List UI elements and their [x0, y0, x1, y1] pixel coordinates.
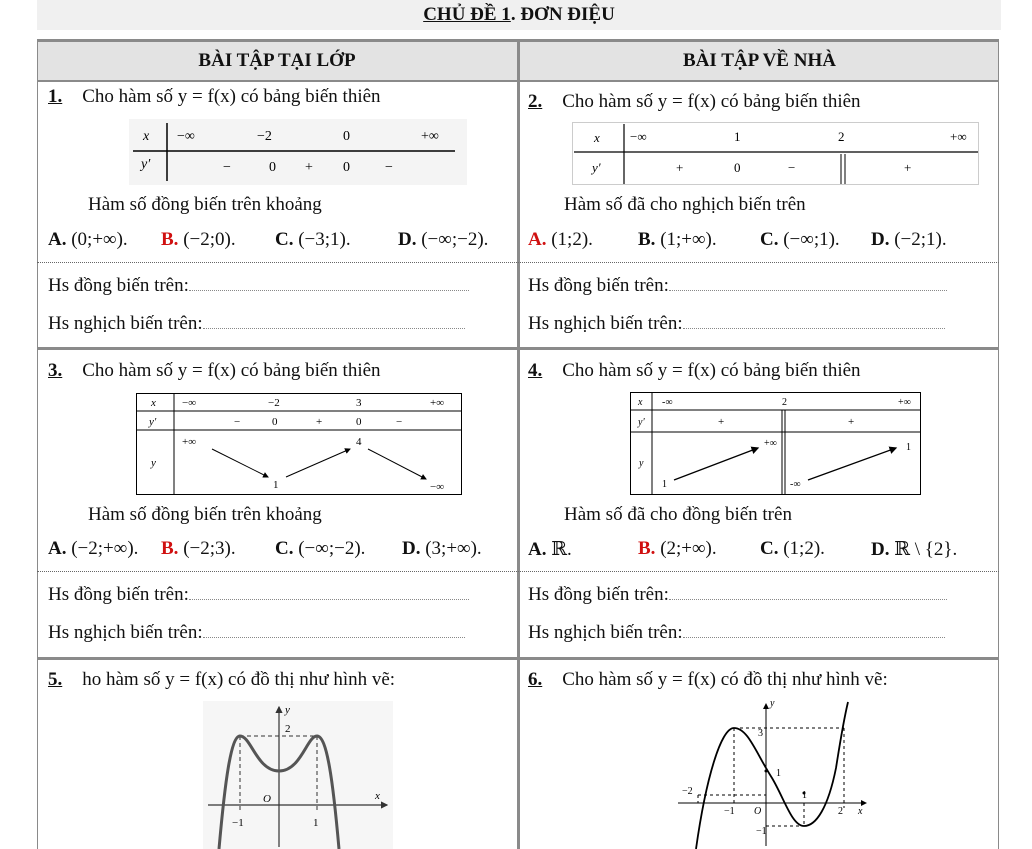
sign: − — [234, 416, 241, 428]
sign: + — [904, 160, 912, 175]
sign: + — [718, 416, 725, 428]
problem-3-increase-fill[interactable]: Hs đồng biến trên: — [48, 584, 469, 606]
axis-x-label: x — [858, 806, 863, 817]
grid-dotted-line — [37, 571, 999, 572]
x-value: −∞ — [630, 129, 647, 144]
x-value: −2 — [268, 397, 280, 409]
sign: − — [396, 416, 403, 428]
table-y-label: y — [151, 457, 156, 469]
grid-header-line — [37, 80, 999, 82]
x-value: 1 — [734, 129, 741, 144]
option-c[interactable]: C. (−∞;−2). — [275, 538, 366, 559]
table-y-label: y — [639, 458, 644, 469]
problem-3-question: Hàm số đồng biến trên khoảng — [88, 504, 322, 525]
y-value: -∞ — [790, 479, 801, 490]
sign: 0 — [269, 160, 276, 175]
option-c[interactable]: C. (−∞;1). — [760, 229, 840, 250]
option-d[interactable]: D. (3;+∞). — [402, 538, 482, 559]
origin-label: O — [263, 793, 271, 805]
problem-1-stem: 1. Cho hàm số y = f(x) có bảng biến thiên — [48, 86, 381, 107]
grid-row-line — [37, 347, 999, 350]
problem-4-variation-table — [630, 392, 921, 495]
grid-top-line — [37, 39, 999, 42]
problem-4-stem: 4. Cho hàm số y = f(x) có bảng biến thiên — [528, 360, 861, 381]
sign: − — [385, 160, 393, 175]
option-c[interactable]: C. (−3;1). — [275, 229, 351, 250]
option-a-correct[interactable]: A. (1;2). — [528, 229, 593, 250]
tick-label: −2 — [682, 786, 693, 797]
x-value: 2 — [782, 397, 787, 408]
sign: + — [305, 160, 313, 175]
x-value: 0 — [343, 129, 350, 144]
grid-row-line — [37, 657, 999, 660]
title-suffix: . ĐƠN ĐIỆU — [510, 4, 615, 25]
sign: 0 — [343, 160, 350, 175]
y-value: −∞ — [430, 481, 445, 493]
problem-4-question: Hàm số đã cho đồng biến trên — [564, 504, 792, 525]
axis-y-label: y — [770, 698, 775, 709]
grid-column-divider — [517, 40, 520, 849]
option-c[interactable]: C. (1;2). — [760, 538, 825, 559]
x-value: −∞ — [182, 397, 197, 409]
grid-border-right — [998, 40, 999, 849]
tick-label: 2 — [838, 806, 843, 817]
problem-2-decrease-fill[interactable]: Hs nghịch biến trên: — [528, 313, 945, 335]
table-x-label: x — [143, 129, 150, 144]
problem-3-variation-table — [136, 393, 462, 495]
x-value: 2 — [838, 129, 845, 144]
problem-1-increase-fill[interactable]: Hs đồng biến trên: — [48, 275, 469, 297]
option-b-correct[interactable]: B. (−2;0). — [161, 229, 236, 250]
tick-label: 1 — [802, 790, 807, 801]
problem-1-variation-table — [129, 119, 467, 185]
table-x-label: x — [638, 397, 643, 408]
option-b-correct[interactable]: B. (−2;3). — [161, 538, 236, 559]
sign: + — [676, 160, 684, 175]
table-x-label: x — [594, 130, 600, 145]
x-value: −∞ — [177, 129, 195, 144]
problem-4-decrease-fill[interactable]: Hs nghịch biến trên: — [528, 622, 945, 644]
table-y-label: y′ — [141, 157, 151, 172]
tick-label: 2 — [285, 723, 291, 735]
tick-label: 1 — [776, 768, 781, 779]
x-value: +∞ — [950, 129, 967, 144]
tick-label: −1 — [724, 806, 735, 817]
x-value: +∞ — [430, 397, 445, 409]
axis-x-label: x — [375, 790, 380, 802]
x-value: -∞ — [662, 397, 673, 408]
table-y-label: y′ — [592, 160, 601, 175]
x-value: 3 — [356, 397, 362, 409]
problem-5-graph — [203, 701, 393, 849]
tick-label: 1 — [313, 817, 319, 829]
y-value: 4 — [356, 436, 362, 448]
problem-2-stem: 2. Cho hàm số y = f(x) có bảng biến thiên — [528, 91, 861, 112]
x-value: +∞ — [421, 129, 439, 144]
problem-1-decrease-fill[interactable]: Hs nghịch biến trên: — [48, 313, 465, 335]
table-yp-label: y′ — [149, 416, 157, 428]
sign: 0 — [272, 416, 278, 428]
sign: − — [223, 160, 231, 175]
problem-3-stem: 3. Cho hàm số y = f(x) có bảng biến thiên — [48, 360, 381, 381]
function-curve — [696, 702, 848, 849]
option-a[interactable]: A. (0;+∞). — [48, 229, 128, 250]
sign: 0 — [356, 416, 362, 428]
problem-4-increase-fill[interactable]: Hs đồng biến trên: — [528, 584, 947, 606]
y-value: +∞ — [182, 436, 197, 448]
page-title — [37, 0, 1001, 30]
option-b-correct[interactable]: B. (2;+∞). — [638, 538, 717, 559]
header-left: BÀI TẬP TẠI LỚP — [37, 40, 517, 81]
tick-label: −1 — [232, 817, 244, 829]
y-value: +∞ — [764, 438, 777, 449]
problem-1-question: Hàm số đồng biến trên khoảng — [88, 194, 322, 215]
option-d[interactable]: D. ℝ \ {2}. — [871, 539, 958, 560]
sign: 0 — [734, 160, 741, 175]
y-value: 1 — [906, 442, 911, 453]
option-d[interactable]: D. (−∞;−2). — [398, 229, 489, 250]
grid-dotted-line — [37, 262, 999, 263]
problem-6-stem: 6. Cho hàm số y = f(x) có đồ thị như hình vẽ: — [528, 669, 888, 690]
option-d[interactable]: D. (−2;1). — [871, 229, 947, 250]
sign: + — [316, 416, 323, 428]
x-value: −2 — [257, 129, 272, 144]
header-right: BÀI TẬP VỀ NHÀ — [520, 40, 999, 81]
problem-6-graph — [676, 698, 872, 849]
option-a[interactable]: A. ℝ. — [528, 539, 572, 560]
problem-5-stem: 5. ho hàm số y = f(x) có đồ thị như hình vẽ: — [48, 669, 396, 690]
y-value: 1 — [662, 479, 667, 490]
sign: − — [788, 160, 796, 175]
problem-3-decrease-fill[interactable]: Hs nghịch biến trên: — [48, 622, 465, 644]
x-value: +∞ — [898, 397, 911, 408]
option-a[interactable]: A. (−2;+∞). — [48, 538, 139, 559]
sign: + — [848, 416, 855, 428]
tick-label: 3 — [758, 728, 763, 739]
table-x-label: x — [151, 397, 156, 409]
tick-label: −1 — [756, 826, 767, 837]
grid-border-left — [37, 40, 38, 849]
option-b[interactable]: B. (1;+∞). — [638, 229, 717, 250]
table-yp-label: y' — [638, 417, 645, 428]
title-prefix: CHỦ ĐỀ 1 — [423, 4, 511, 25]
problem-2-question: Hàm số đã cho nghịch biến trên — [564, 194, 806, 215]
axis-y-label: y — [285, 704, 290, 716]
problem-2-variation-table — [572, 122, 980, 186]
y-value: 1 — [273, 479, 279, 491]
origin-label: O — [754, 806, 762, 817]
problem-2-increase-fill[interactable]: Hs đồng biến trên: — [528, 275, 947, 297]
